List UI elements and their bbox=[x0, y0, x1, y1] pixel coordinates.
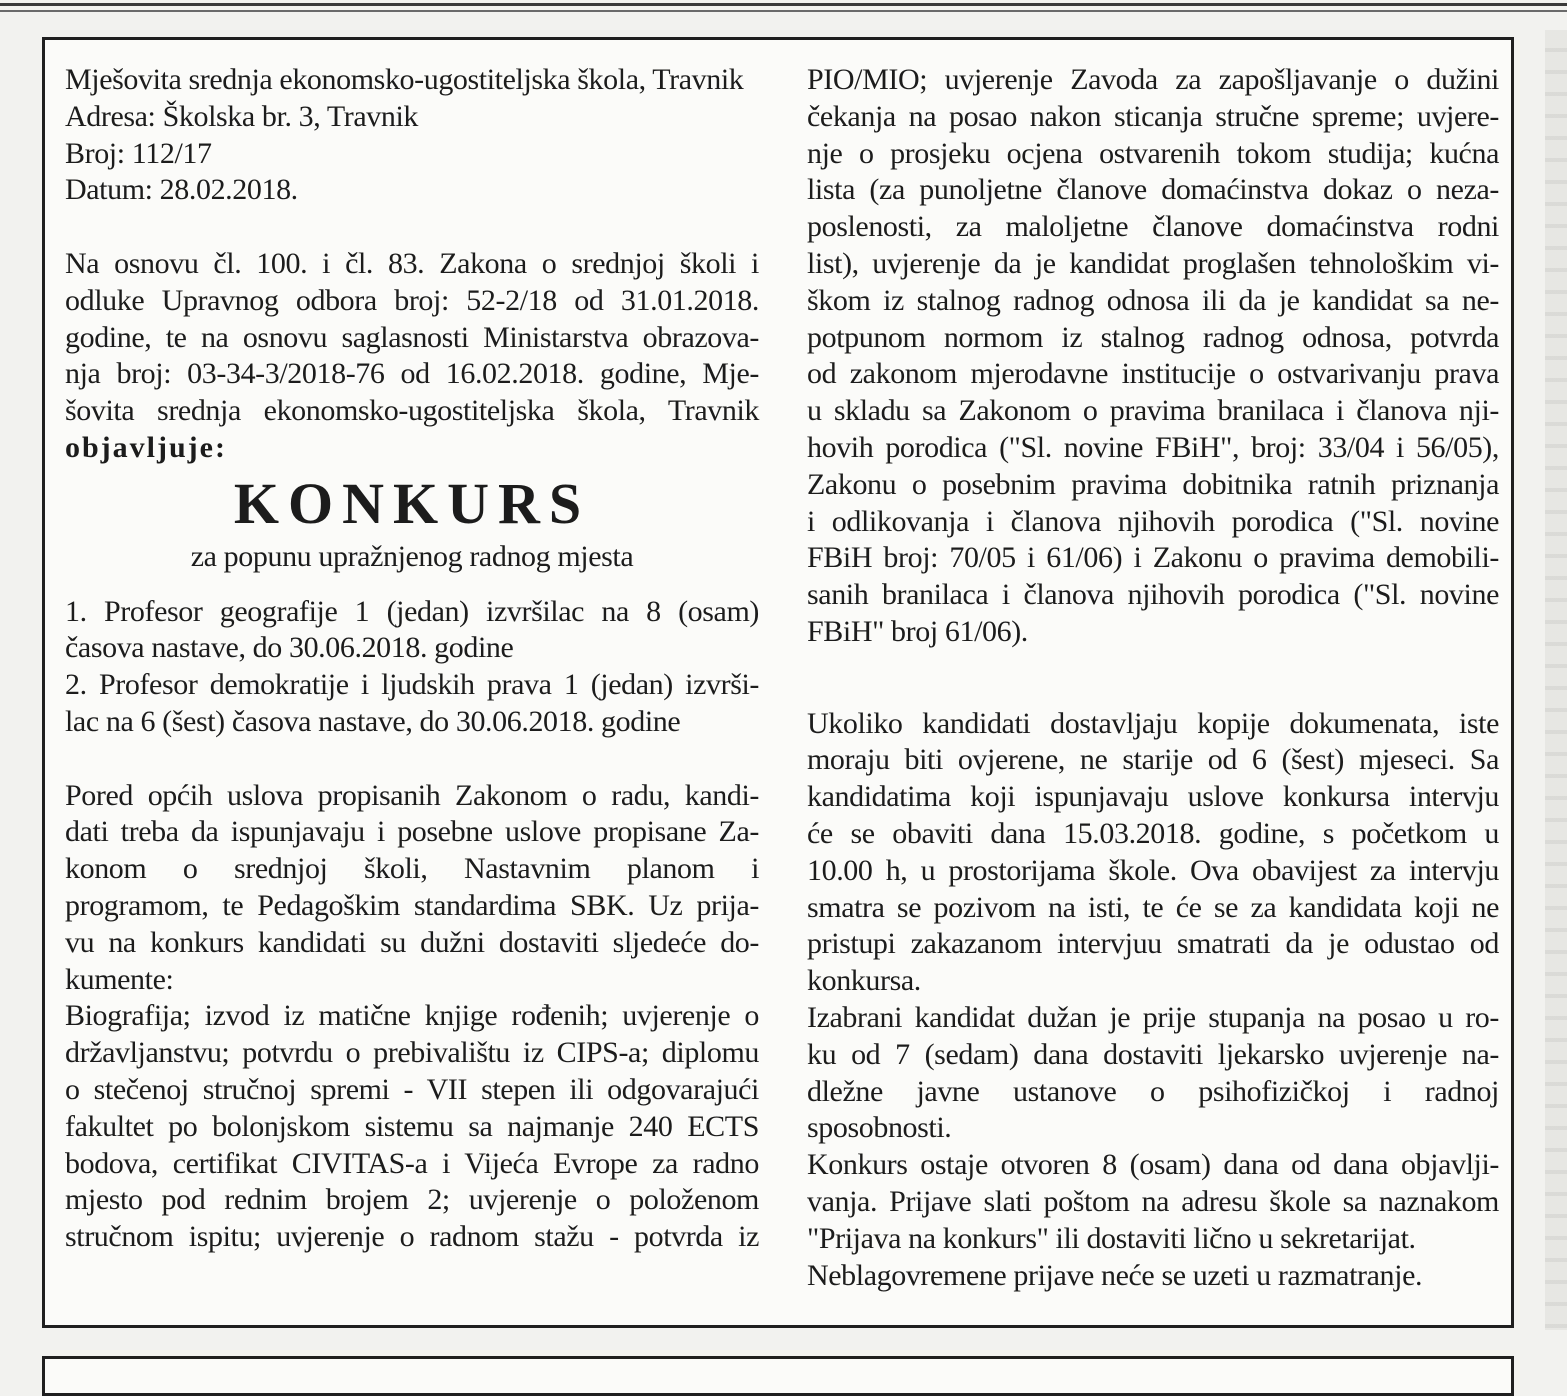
conditions-line: vu na konkurs kandidati su dužni dostaviti sljedeće do- bbox=[65, 925, 759, 959]
documents-line: mjesto pod rednim brojem 2; uvjerenje o položenom bbox=[65, 1183, 759, 1217]
top-rule-thick bbox=[0, 3, 1567, 6]
notice-title: KONKURS bbox=[233, 470, 591, 536]
copies-note-line: moraju biti ovjerene, ne starije od 6 (šest) mjeseci. Sa bbox=[807, 743, 1499, 777]
documents-line: Zakonu o posebnim pravima dobitnika ratnih priznanja bbox=[807, 467, 1499, 501]
selected-candidate-line: ku od 7 (sedam) dana dostaviti ljekarsko uvjerenje na- bbox=[807, 1037, 1499, 1071]
documents-line: državljanstvu; potvrdu o prebivalištu iz CIPS-a; diplomu bbox=[65, 1036, 759, 1070]
documents-line: FBiH broj: 70/05 i 61/06) i Zakonu o pravima demobili- bbox=[807, 541, 1499, 575]
documents-line: potpunom normom iz stalnog radnog odnosa, potvrda bbox=[807, 320, 1499, 354]
documents-line: bodova, certifikat CIVITAS-a i Vijeća Evrope za radno bbox=[65, 1146, 759, 1180]
closing-line: "Prijava na konkurs" ili dostaviti lično u sekretarijat. bbox=[807, 1221, 1416, 1255]
documents-line: u skladu sa Zakonom o pravima branilaca i članova nji- bbox=[807, 394, 1499, 428]
right-column bbox=[807, 62, 1499, 1294]
copies-note-line: konkursa. bbox=[807, 964, 921, 998]
documents-line: škom iz stalnog radnog odnosa ili da je kandidat sa ne- bbox=[807, 283, 1499, 317]
copies-note-line: Ukoliko kandidati dostavljaju kopije dokumenata, iste bbox=[807, 706, 1499, 740]
copies-note-line: smatra se pozivom na isti, te će se za kandidata koji ne bbox=[807, 890, 1499, 924]
next-announcement-box bbox=[42, 1356, 1514, 1396]
documents-line: fakultet po bolonjskom sistemu sa najmanje 240 ECTS bbox=[65, 1109, 759, 1143]
adjacent-column-edge bbox=[1545, 30, 1567, 1330]
copies-note-line: 10.00 h, u prostorijama škole. Ova obavijest za intervju bbox=[807, 853, 1499, 887]
documents-line: PIO/MIO; uvjerenje Zavoda za zapošljavanje o dužini bbox=[807, 63, 1499, 96]
documents-line: list), uvjerenje da je kandidat proglašen tehnološkim vi- bbox=[807, 246, 1499, 280]
selected-candidate-line: dležne javne ustanove o psihofizičkoj i radnoj bbox=[807, 1074, 1499, 1108]
documents-line: o stečenoj stručnoj spremi - VII stepen ili odgovarajući bbox=[65, 1072, 759, 1106]
documents-line: FBiH" broj 61/06). bbox=[807, 614, 1028, 648]
closing-line: Konkurs ostaje otvoren 8 (osam) dana od dana objavlji- bbox=[807, 1148, 1499, 1182]
selected-candidate-line: sposobnosti. bbox=[807, 1111, 952, 1145]
documents-line: lista (za punoljetne članove domaćinstva dokaz o neza- bbox=[807, 173, 1499, 207]
position-line: 2. Profesor demokratije i ljudskih prava 1 (jedan) izvrši- bbox=[65, 668, 759, 702]
left-column bbox=[65, 62, 759, 1256]
copies-note-line: pristupi zakazanom intervjuu smatrati da je odustao od bbox=[807, 927, 1499, 961]
intro-line: nja broj: 03-34-3/2018-76 od 16.02.2018. godine, Mje- bbox=[65, 357, 759, 391]
documents-line: sanih branilaca i članova njihovih porodica ("Sl. novine bbox=[807, 578, 1499, 612]
documents-line: hovih porodica ("Sl. novine FBiH", broj: 33/04 i 56/05), bbox=[807, 430, 1499, 464]
documents-line: nje o prosjeku ocjena ostvarenih tokom studija; kućna bbox=[807, 136, 1499, 170]
reference-number: Broj: 112/17 bbox=[65, 136, 212, 170]
notice-subtitle: za popunu upražnjenog radnog mjesta bbox=[190, 539, 634, 573]
document-date: Datum: 28.02.2018. bbox=[65, 173, 298, 207]
documents-line: poslenosti, za maloljetne članove domaćinstva rodni bbox=[807, 210, 1499, 244]
position-line: časova nastave, do 30.06.2018. godine bbox=[65, 631, 514, 665]
intro-line: šovita srednja ekonomsko-ugostiteljska škola, Travnik bbox=[65, 394, 759, 428]
conditions-line: konom o srednjoj školi, Nastavnim planom i bbox=[65, 852, 759, 886]
documents-line: i odlikovanja i članova njihovih porodica ("Sl. novine bbox=[807, 504, 1499, 538]
documents-line: od zakonom mjerodavne institucije o ostvarivanju prava bbox=[807, 357, 1499, 391]
conditions-line: kumente: bbox=[65, 962, 174, 996]
position-line: 1. Profesor geografije 1 (jedan) izvršilac na 8 (osam) bbox=[65, 594, 759, 628]
announce-word: objavljuje: bbox=[65, 430, 227, 464]
top-rules bbox=[0, 0, 1567, 24]
conditions-line: Pored općih uslova propisanih Zakonom o radu, kandi- bbox=[65, 778, 759, 812]
documents-line: Biografija; izvod iz matične knjige rođenih; uvjerenje o bbox=[65, 999, 759, 1033]
top-rule-thin bbox=[0, 10, 1567, 12]
documents-line: stručnom ispitu; uvjerenje o radnom stažu - potvrda iz bbox=[65, 1220, 759, 1254]
conditions-line: dati treba da ispunjavaju i posebne uslove propisane Za- bbox=[65, 815, 759, 849]
closing-line: vanja. Prijave slati poštom na adresu škole sa naznakom bbox=[807, 1184, 1499, 1218]
documents-line: čekanja na posao nakon sticanja stručne spreme; uvjere- bbox=[807, 99, 1499, 133]
intro-line: Na osnovu čl. 100. i čl. 83. Zakona o srednjoj školi i bbox=[65, 246, 759, 280]
job-announcement-box bbox=[42, 37, 1514, 1328]
copies-note-line: će se obaviti dana 15.03.2018. godine, s početkom u bbox=[807, 816, 1499, 850]
institution-address: Adresa: Školska br. 3, Travnik bbox=[65, 99, 419, 133]
institution-name: Mješovita srednja ekonomsko-ugostiteljska škola, Travnik bbox=[65, 63, 744, 96]
copies-note-line: kandidatima koji ispunjavaju uslove konkursa intervju bbox=[807, 780, 1499, 814]
conditions-line: programom, te Pedagoškim standardima SBK. Uz prija- bbox=[65, 888, 759, 922]
position-line: lac na 6 (šest) časova nastave, do 30.06.2018. godine bbox=[65, 704, 681, 738]
selected-candidate-line: Izabrani kandidat dužan je prije stupanja na posao u ro- bbox=[807, 1000, 1499, 1034]
intro-line: odluke Upravnog odbora broj: 52-2/18 od 31.01.2018. bbox=[65, 283, 759, 317]
intro-line: godine, te na osnovu saglasnosti Ministarstva obrazova- bbox=[65, 320, 759, 354]
closing-line: Neblagovremene prijave neće se uzeti u razmatranje. bbox=[807, 1258, 1423, 1292]
